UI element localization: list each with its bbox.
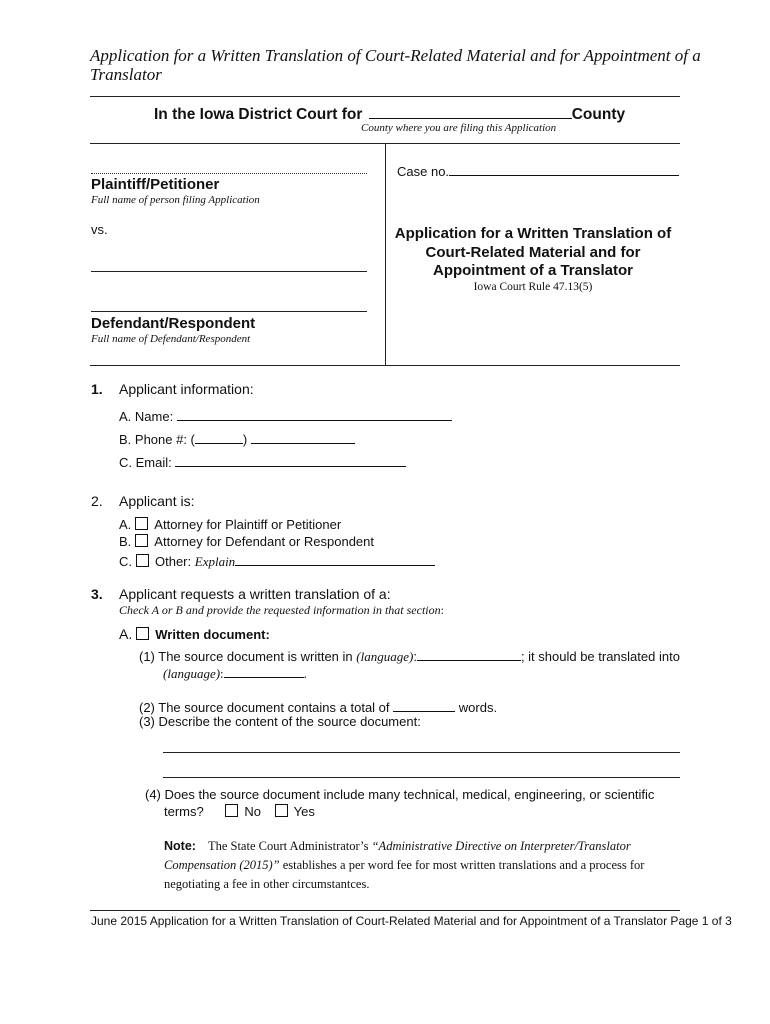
- case-no-label: Case no.: [397, 164, 450, 179]
- note-directive-title-part1: “Administrative Directive on Interpreter/Translator: [371, 839, 631, 853]
- email-field[interactable]: [175, 452, 406, 467]
- section3-heading: Applicant requests a written translation of a:: [119, 586, 391, 602]
- phone-row: [119, 429, 355, 447]
- section1-heading: Applicant information:: [119, 381, 254, 397]
- item2-text-b: words.: [458, 700, 498, 715]
- court-suffix: County: [571, 106, 626, 123]
- option-a-letter: A.: [119, 517, 132, 532]
- section1-number: 1.: [91, 381, 103, 397]
- plaintiff-second-line[interactable]: [91, 271, 367, 272]
- document-title-line2: Translator: [90, 65, 162, 84]
- item1-text-b: ; it should be translated into: [520, 649, 680, 664]
- option-c-hint: Explain: [194, 554, 236, 569]
- item3-text: (3) Describe the content of the source document:: [139, 714, 421, 729]
- case-no-field[interactable]: [449, 161, 679, 176]
- case-number: [397, 161, 679, 179]
- option-c-checkbox[interactable]: [136, 554, 149, 567]
- phone-area-code-field[interactable]: [195, 429, 243, 444]
- court-rule: Iowa Court Rule 47.13(5): [473, 281, 593, 293]
- note-label: Note:: [164, 839, 196, 853]
- option-b-label: Attorney for Defendant or Respondent: [154, 534, 374, 549]
- applicant-option-b[interactable]: [119, 534, 374, 549]
- court-heading: [154, 104, 625, 124]
- email-label: C. Email:: [119, 455, 172, 470]
- no-label[interactable]: No: [244, 804, 261, 819]
- description-line-1[interactable]: [163, 752, 680, 753]
- description-line-2[interactable]: [163, 777, 680, 778]
- form-title-line3: Appointment of a Translator: [432, 262, 633, 279]
- item1-language-hint: (language): [356, 649, 414, 664]
- yes-label[interactable]: Yes: [293, 804, 315, 819]
- footer-text: June 2015 Application for a Written Translation of Court-Related Material and for Appointment of a Translator Page 1 of 3: [91, 914, 732, 928]
- target-language-row: (language): .: [163, 663, 307, 682]
- item4-terms: terms?: [164, 804, 204, 819]
- defendant-label: Defendant/Respondent: [91, 315, 256, 332]
- section2-number: 2.: [91, 493, 103, 509]
- form-title: [385, 225, 681, 281]
- form-title-line2: Court-Related Material and for: [425, 243, 641, 261]
- plaintiff-hint: Full name of person filing Application: [91, 194, 260, 206]
- word-count-row: [139, 697, 497, 715]
- caption-bottom-rule: [90, 365, 680, 366]
- plaintiff-label: Plaintiff/Petitioner: [91, 176, 220, 193]
- court-prefix: In the Iowa District Court for: [154, 106, 363, 123]
- item2-text: (2) The source document contains a total of: [139, 700, 390, 715]
- phone-close-paren: ): [242, 432, 248, 447]
- section3-subheading: Check A or B and provide the requested information in that section: [119, 603, 441, 617]
- name-label: A. Name:: [119, 409, 174, 424]
- source-language-field[interactable]: [417, 646, 521, 661]
- item1-text: (1) The source document is written in: [139, 649, 353, 664]
- option-b-checkbox[interactable]: [135, 534, 148, 547]
- versus-label: vs.: [91, 222, 108, 237]
- section3-subheading-colon: :: [440, 603, 444, 617]
- defendant-hint: Full name of Defendant/Respondent: [91, 333, 251, 345]
- written-document-checkbox[interactable]: [136, 627, 149, 640]
- option-c-label: Other:: [155, 554, 192, 569]
- note-line2: establishes a per word fee for most written translations and a process for: [282, 858, 645, 872]
- plaintiff-name-field[interactable]: [91, 173, 367, 174]
- footer-rule: [90, 910, 680, 911]
- yes-checkbox[interactable]: [275, 804, 288, 817]
- header-rule: [90, 96, 680, 97]
- name-row: [119, 406, 452, 424]
- technical-terms-row: [164, 804, 315, 819]
- item1-target-language-hint: (language): [163, 666, 221, 681]
- written-document-label: Written document:: [155, 627, 270, 642]
- option-c-explain-field[interactable]: [235, 551, 435, 566]
- option-b-letter: B.: [119, 534, 132, 549]
- option-a-checkbox[interactable]: [135, 517, 148, 530]
- written-document-option[interactable]: [119, 626, 270, 642]
- section2-heading: Applicant is:: [119, 493, 195, 509]
- phone-label: B. Phone #: (: [119, 432, 195, 447]
- phone-number-field[interactable]: [251, 429, 355, 444]
- option-c-letter: C.: [119, 554, 132, 569]
- note-line3: negotiating a fee in other circumstantces.: [164, 877, 370, 891]
- name-field[interactable]: [177, 406, 452, 421]
- word-count-field[interactable]: [393, 697, 455, 712]
- note-intro: The State Court Administrator’s: [207, 839, 369, 853]
- no-checkbox[interactable]: [225, 804, 238, 817]
- applicant-option-a[interactable]: [119, 517, 341, 532]
- option-3a-letter: A.: [119, 626, 133, 642]
- county-hint: County where you are filing this Application: [361, 122, 557, 134]
- county-field[interactable]: [369, 104, 572, 119]
- item4-text: (4) Does the source document include many technical, medical, engineering, or scientific: [145, 787, 655, 802]
- section3-number: 3.: [91, 586, 103, 602]
- note-block: [164, 837, 644, 894]
- defendant-name-field[interactable]: [91, 311, 367, 312]
- source-language-row: (1) The source document is written in (language): ; it should be translated into: [139, 646, 680, 665]
- section3-instructions: [119, 603, 444, 618]
- applicant-option-c[interactable]: [119, 551, 435, 570]
- email-row: [119, 452, 406, 470]
- document-title-line1: Application for a Written Translation of Court-Related Material and for Appointment of a: [90, 46, 701, 65]
- form-title-line1: Application for a Written Translation of: [394, 225, 672, 242]
- note-directive-title-part2: Compensation (2015)”: [164, 858, 280, 872]
- option-a-label: Attorney for Plaintiff or Petitioner: [154, 517, 342, 532]
- target-language-field[interactable]: [224, 663, 304, 678]
